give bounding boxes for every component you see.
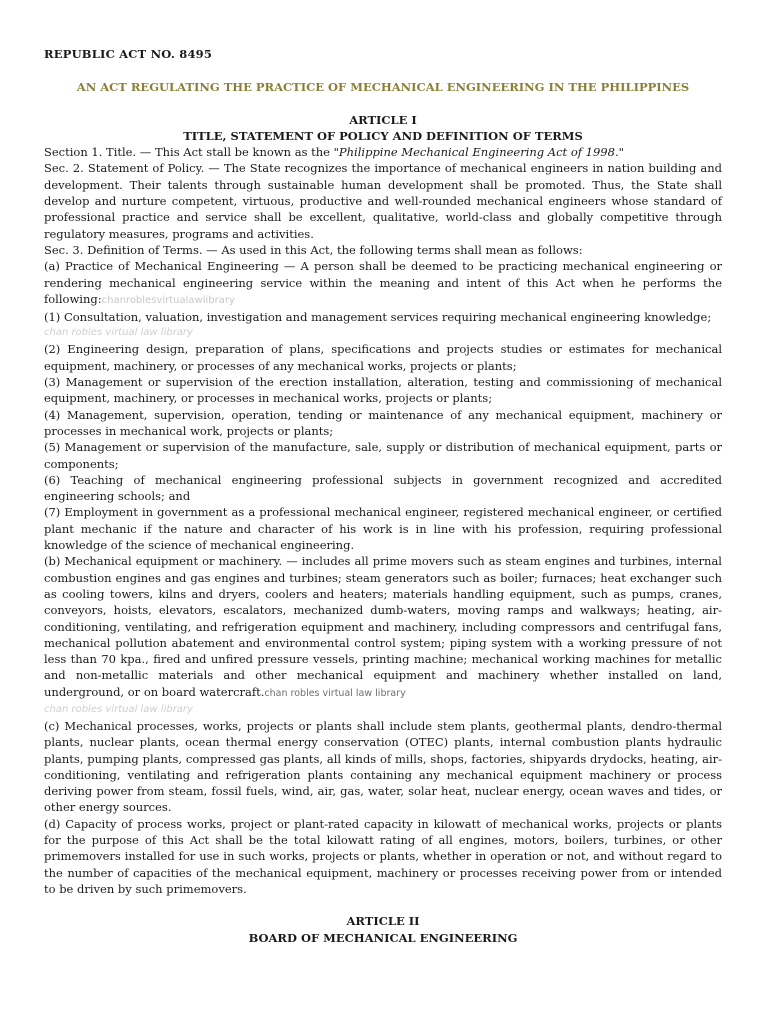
- item-1: (1) Consultation, valuation, investigation and management services requiring mechanical engineering knowledge;: [44, 310, 712, 325]
- item-5: (5) Management or supervision of the manufacture, sale, supply or distribution of mechanical equipment, parts or components;: [44, 440, 722, 471]
- definition-b-text: (b) Mechanical equipment or machinery. — includes all prime movers such as steam engines and turbines, internal combustion engines and gas engines and turbines; steam generators such as boiler; furnaces; heat exchanger such as cooling towers, kilns and dryers, coolers and heaters; materials handling equipment, such as pumps, cranes, conveyors, hoists, elevators, escalators, mechanized dumb-waters, moving ramps and walkways; heating, air-conditioning, ventilating, and refrigeration equipment and machinery, including compressors and centrifugal fans, mechanical pollution abatement and environmental control system; piping system with a working pressure of not less than 70 kpa., fired and unfired pressure vessels, printing machine; mechanical working machines for metallic and non-metallic materials and other mechanical equipment and machinery whether installed on land, underground, or on board watercraft.: [44, 554, 722, 699]
- definition-d: (d) Capacity of process works, project or plant-rated capacity in kilowatt of mechanical works, projects or plants for the purpose of this Act shall be the total kilowatt rating of all engines, motors, boilers, turbines, or other primemovers installed for use in such works, projects or plants, whether in operation or not, and without regard to the number of capacities of the mechanical equipment, machinery or processes receiving power from or intended to be driven by such primemovers.: [44, 816, 722, 896]
- section-1-short-title: Philippine Mechanical Engineering Act of 1998: [338, 145, 615, 160]
- spacer: [44, 897, 722, 913]
- section-1-text: Section 1. Title. — This Act stall be known as the ": [44, 145, 339, 160]
- section-2: Sec. 2. Statement of Policy. — The State recognizes the importance of mechanical engineers in nation building and development. Their talents through sustainable human development shall be promoted. Thus, the State shall develop and nurture competent, virtuous, productive and well-rounded mechanical engineers whose standard of professional practice and service shall be excellent, qualitative, world-class and globally competitive through regulatory measures, programs and activities.: [44, 161, 722, 241]
- section-1-end: .": [614, 145, 624, 160]
- item-2: (2) Engineering design, preparation of plans, specifications and projects studies or estimates for mechanical equipment, machinery, or processes of any mechanical works, projects or plants;: [44, 342, 722, 373]
- definition-a: [44, 258, 722, 309]
- article-1-label: ARTICLE I: [349, 112, 417, 127]
- article-1-title: TITLE, STATEMENT OF POLICY AND DEFINITION OF TERMS: [183, 128, 583, 143]
- item-7: (7) Employment in government as a professional mechanical engineer, registered mechanical engineer, or certified plant mechanic if the nature and character of his work is in line with his profession, requiring professional knowledge of the science of mechanical engineering.: [44, 505, 722, 553]
- definition-a-text: (a) Practice of Mechanical Engineering — A person shall be deemed to be practicing mechanical engineering or rendering mechanical engineering service within the meaning and intent of this Act when he performs the following:: [44, 259, 722, 306]
- definition-c: (c) Mechanical processes, works, projects or plants shall include stem plants, geothermal plants, dendro-thermal plants, nuclear plants, ocean thermal energy conservation (OTEC) plants, internal combustion plants hydraulic plants, pumping plants, compressed gas plants, all kinds of mills, shops, factories, shipyards drydocks, heating, air-conditioning, ventilating and refrigeration plants containing any mechanical equipment machinery or process deriving power from steam, fossil fuels, wind, air, gas, water, solar heat, nuclear energy, ocean waves and tides, or other energy sources.: [44, 718, 722, 815]
- item-3: (3) Management or supervision of the erection installation, alteration, testing and commissioning of mechanical equipment, machinery, or processes in mechanical works, projects or plants;: [44, 375, 722, 406]
- article-2-title: BOARD OF MECHANICAL ENGINEERING: [248, 930, 518, 945]
- watermark-inline: chan robles virtual law library: [264, 687, 406, 699]
- section-3: Sec. 3. Definition of Terms. — As used in this Act, the following terms shall mean as follows:: [44, 242, 583, 257]
- watermark-line: chan robles virtual law library: [44, 327, 193, 339]
- act-number: REPUBLIC ACT NO. 8495: [44, 47, 213, 61]
- definition-b: [44, 553, 722, 702]
- item-4: (4) Management, supervision, operation, tending or maintenance of any mechanical equipment, machinery or processes in mechanical work, projects or plants;: [44, 407, 722, 438]
- watermark-inline: chanroblesvirtualawlibrary: [101, 294, 235, 306]
- watermark-line: chan robles virtual law library: [44, 703, 193, 715]
- section-1: [44, 144, 722, 160]
- item-6: (6) Teaching of mechanical engineering professional subjects in government recognized and accredited engineering schools; and: [44, 472, 722, 504]
- article-2-label: ARTICLE II: [346, 914, 420, 929]
- act-title: AN ACT REGULATING THE PRACTICE OF MECHANICAL ENGINEERING IN THE PHILIPPINES: [76, 80, 690, 95]
